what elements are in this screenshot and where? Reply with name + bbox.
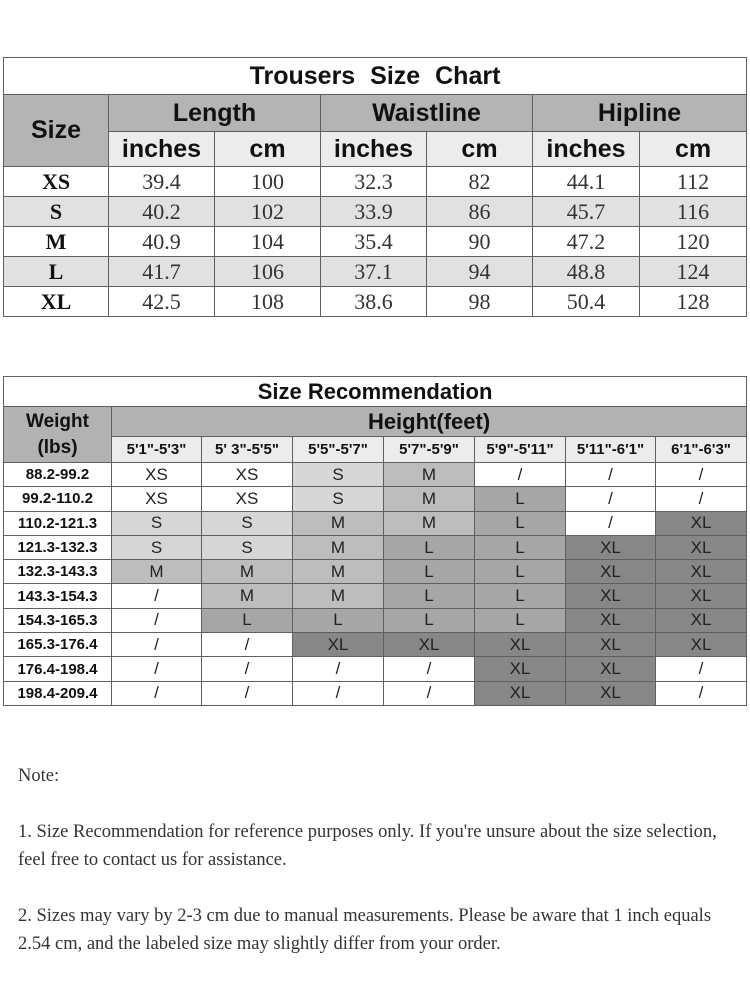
size-row bbox=[4, 257, 747, 287]
height-range-header: 5'7"-5'9" bbox=[384, 437, 475, 463]
recommended-size-cell: / bbox=[112, 608, 202, 632]
measurement-cell: 48.8 bbox=[533, 257, 640, 287]
measurement-cell: 120 bbox=[640, 227, 747, 257]
measurement-cell: 86 bbox=[427, 197, 533, 227]
recommended-size-cell: XS bbox=[202, 463, 293, 487]
recommendation-row bbox=[4, 560, 747, 584]
weight-range-label: 154.3-165.3 bbox=[4, 608, 112, 632]
weight-range-label: 121.3-132.3 bbox=[4, 535, 112, 559]
measurement-cell: 98 bbox=[427, 287, 533, 317]
recommended-size-cell: XL bbox=[475, 681, 566, 705]
recommended-size-cell: / bbox=[202, 633, 293, 657]
weight-range-label: 99.2-110.2 bbox=[4, 487, 112, 511]
recommendation-row bbox=[4, 584, 747, 608]
measurement-cell: 90 bbox=[427, 227, 533, 257]
recommended-size-cell: M bbox=[384, 463, 475, 487]
recommendation-row bbox=[4, 463, 747, 487]
recommended-size-cell: XL bbox=[566, 633, 656, 657]
recommended-size-cell: / bbox=[656, 463, 747, 487]
size-chart-body bbox=[4, 167, 747, 317]
recommended-size-cell: / bbox=[112, 584, 202, 608]
recommended-size-cell: XL bbox=[656, 511, 747, 535]
recommended-size-cell: / bbox=[112, 681, 202, 705]
recommended-size-cell: / bbox=[202, 657, 293, 681]
measurement-cell: 94 bbox=[427, 257, 533, 287]
recommended-size-cell: / bbox=[293, 681, 384, 705]
hipline-header: Hipline bbox=[533, 95, 747, 132]
height-range-header: 5'5"-5'7" bbox=[293, 437, 384, 463]
recommendation-row bbox=[4, 487, 747, 511]
recommended-size-cell: XL bbox=[656, 633, 747, 657]
recommended-size-cell: S bbox=[202, 535, 293, 559]
recommended-size-cell: M bbox=[202, 560, 293, 584]
unit-header: inches bbox=[321, 132, 427, 167]
recommended-size-cell: M bbox=[112, 560, 202, 584]
size-row bbox=[4, 287, 747, 317]
recommended-size-cell: XL bbox=[566, 560, 656, 584]
unit-header: inches bbox=[109, 132, 215, 167]
recommended-size-cell: XL bbox=[475, 657, 566, 681]
recommended-size-cell: S bbox=[112, 535, 202, 559]
recommended-size-cell: M bbox=[202, 584, 293, 608]
recommended-size-cell: / bbox=[384, 657, 475, 681]
recommended-size-cell: XS bbox=[202, 487, 293, 511]
measurement-cell: 47.2 bbox=[533, 227, 640, 257]
recommended-size-cell: XL bbox=[566, 681, 656, 705]
recommended-size-cell: XL bbox=[656, 608, 747, 632]
measurement-cell: 106 bbox=[215, 257, 321, 287]
trousers-size-chart bbox=[3, 57, 747, 317]
recommended-size-cell: / bbox=[566, 487, 656, 511]
measurement-cell: 82 bbox=[427, 167, 533, 197]
unit-header: cm bbox=[640, 132, 747, 167]
size-label: S bbox=[4, 197, 109, 227]
measurement-cell: 100 bbox=[215, 167, 321, 197]
recommended-size-cell: L bbox=[384, 608, 475, 632]
recommended-size-cell: XL bbox=[566, 584, 656, 608]
unit-header: cm bbox=[215, 132, 321, 167]
measurement-cell: 33.9 bbox=[321, 197, 427, 227]
recommended-size-cell: L bbox=[475, 487, 566, 511]
weight-range-label: 143.3-154.3 bbox=[4, 584, 112, 608]
recommended-size-cell: XS bbox=[112, 487, 202, 511]
height-range-header: 5'11"-6'1" bbox=[566, 437, 656, 463]
recommended-size-cell: L bbox=[475, 535, 566, 559]
height-range-header: 5'9"-5'11" bbox=[475, 437, 566, 463]
recommended-size-cell: L bbox=[293, 608, 384, 632]
measurement-cell: 38.6 bbox=[321, 287, 427, 317]
weight-range-label: 88.2-99.2 bbox=[4, 463, 112, 487]
measurement-cell: 108 bbox=[215, 287, 321, 317]
recommended-size-cell: M bbox=[293, 511, 384, 535]
size-row bbox=[4, 197, 747, 227]
recommended-size-cell: L bbox=[475, 608, 566, 632]
recommended-size-cell: M bbox=[384, 487, 475, 511]
recommended-size-cell: / bbox=[112, 633, 202, 657]
weight-header bbox=[4, 407, 112, 463]
size-label: L bbox=[4, 257, 109, 287]
recommended-size-cell: S bbox=[293, 487, 384, 511]
recommendation-title: Size Recommendation bbox=[4, 377, 747, 407]
measurement-cell: 102 bbox=[215, 197, 321, 227]
recommended-size-cell: XL bbox=[656, 535, 747, 559]
recommended-size-cell: / bbox=[475, 463, 566, 487]
recommended-size-cell: XS bbox=[112, 463, 202, 487]
measurement-cell: 45.7 bbox=[533, 197, 640, 227]
recommended-size-cell: S bbox=[202, 511, 293, 535]
unit-header: inches bbox=[533, 132, 640, 167]
measurement-cell: 116 bbox=[640, 197, 747, 227]
measurement-cell: 44.1 bbox=[533, 167, 640, 197]
recommended-size-cell: XL bbox=[566, 657, 656, 681]
measurement-cell: 112 bbox=[640, 167, 747, 197]
size-label: XS bbox=[4, 167, 109, 197]
weight-header-label: Weight bbox=[26, 410, 89, 432]
measurement-cell: 42.5 bbox=[109, 287, 215, 317]
measurement-cell: 104 bbox=[215, 227, 321, 257]
recommendation-row bbox=[4, 608, 747, 632]
height-range-header: 5'1"-5'3" bbox=[112, 437, 202, 463]
recommended-size-cell: / bbox=[112, 657, 202, 681]
measurement-cell: 37.1 bbox=[321, 257, 427, 287]
height-header: Height(feet) bbox=[112, 407, 747, 437]
size-column-header: Size bbox=[4, 95, 109, 167]
waistline-header: Waistline bbox=[321, 95, 533, 132]
recommended-size-cell: / bbox=[293, 657, 384, 681]
measurement-cell: 124 bbox=[640, 257, 747, 287]
recommended-size-cell: XL bbox=[566, 608, 656, 632]
recommended-size-cell: / bbox=[656, 657, 747, 681]
recommended-size-cell: M bbox=[293, 535, 384, 559]
recommended-size-cell: XL bbox=[384, 633, 475, 657]
recommended-size-cell: S bbox=[293, 463, 384, 487]
recommended-size-cell: XL bbox=[656, 584, 747, 608]
size-chart-title: Trousers Size Chart bbox=[4, 58, 747, 95]
measurement-cell: 40.2 bbox=[109, 197, 215, 227]
recommended-size-cell: XL bbox=[293, 633, 384, 657]
recommendation-row bbox=[4, 535, 747, 559]
height-range-row bbox=[4, 437, 747, 463]
recommendation-row bbox=[4, 511, 747, 535]
recommendation-row bbox=[4, 657, 747, 681]
measurement-cell: 35.4 bbox=[321, 227, 427, 257]
recommended-size-cell: M bbox=[293, 584, 384, 608]
recommended-size-cell: L bbox=[475, 511, 566, 535]
recommended-size-cell: L bbox=[475, 560, 566, 584]
note-2: 2. Sizes may vary by 2-3 cm due to manual measurements. Please be aware that 1 inch equals 2.54 cm, and the labeled size may slightly differ from your order. bbox=[18, 906, 712, 954]
recommended-size-cell: L bbox=[202, 608, 293, 632]
size-label: M bbox=[4, 227, 109, 257]
recommended-size-cell: / bbox=[384, 681, 475, 705]
size-recommendation-table bbox=[3, 376, 747, 706]
recommended-size-cell: S bbox=[112, 511, 202, 535]
recommended-size-cell: XL bbox=[475, 633, 566, 657]
recommended-size-cell: / bbox=[566, 463, 656, 487]
recommended-size-cell: L bbox=[384, 560, 475, 584]
recommended-size-cell: / bbox=[656, 681, 747, 705]
recommended-size-cell: L bbox=[384, 535, 475, 559]
weight-range-label: 110.2-121.3 bbox=[4, 511, 112, 535]
measurement-cell: 39.4 bbox=[109, 167, 215, 197]
recommended-size-cell: L bbox=[384, 584, 475, 608]
size-row bbox=[4, 167, 747, 197]
recommendation-body bbox=[4, 463, 747, 706]
weight-range-label: 176.4-198.4 bbox=[4, 657, 112, 681]
weight-range-label: 132.3-143.3 bbox=[4, 560, 112, 584]
recommended-size-cell: / bbox=[656, 487, 747, 511]
measurement-cell: 128 bbox=[640, 287, 747, 317]
recommended-size-cell: XL bbox=[656, 560, 747, 584]
height-range-header: 6'1"-6'3" bbox=[656, 437, 747, 463]
recommended-size-cell: / bbox=[566, 511, 656, 535]
unit-header: cm bbox=[427, 132, 533, 167]
size-row bbox=[4, 227, 747, 257]
recommendation-row bbox=[4, 633, 747, 657]
recommended-size-cell: L bbox=[475, 584, 566, 608]
recommended-size-cell: M bbox=[293, 560, 384, 584]
recommendation-row bbox=[4, 681, 747, 705]
measurement-cell: 41.7 bbox=[109, 257, 215, 287]
notes-section bbox=[18, 762, 738, 958]
recommended-size-cell: M bbox=[384, 511, 475, 535]
height-range-header: 5' 3"-5'5" bbox=[202, 437, 293, 463]
recommended-size-cell: XL bbox=[566, 535, 656, 559]
weight-header-unit: (lbs) bbox=[37, 436, 78, 458]
weight-range-label: 198.4-209.4 bbox=[4, 681, 112, 705]
recommended-size-cell: / bbox=[202, 681, 293, 705]
note-heading: Note: bbox=[18, 766, 60, 786]
measurement-cell: 32.3 bbox=[321, 167, 427, 197]
measurement-cell: 40.9 bbox=[109, 227, 215, 257]
weight-range-label: 165.3-176.4 bbox=[4, 633, 112, 657]
measurement-cell: 50.4 bbox=[533, 287, 640, 317]
length-header: Length bbox=[109, 95, 321, 132]
size-label: XL bbox=[4, 287, 109, 317]
note-1: 1. Size Recommendation for reference purposes only. If you're unsure about the size selection, feel free to contact us for assistance. bbox=[18, 822, 717, 870]
